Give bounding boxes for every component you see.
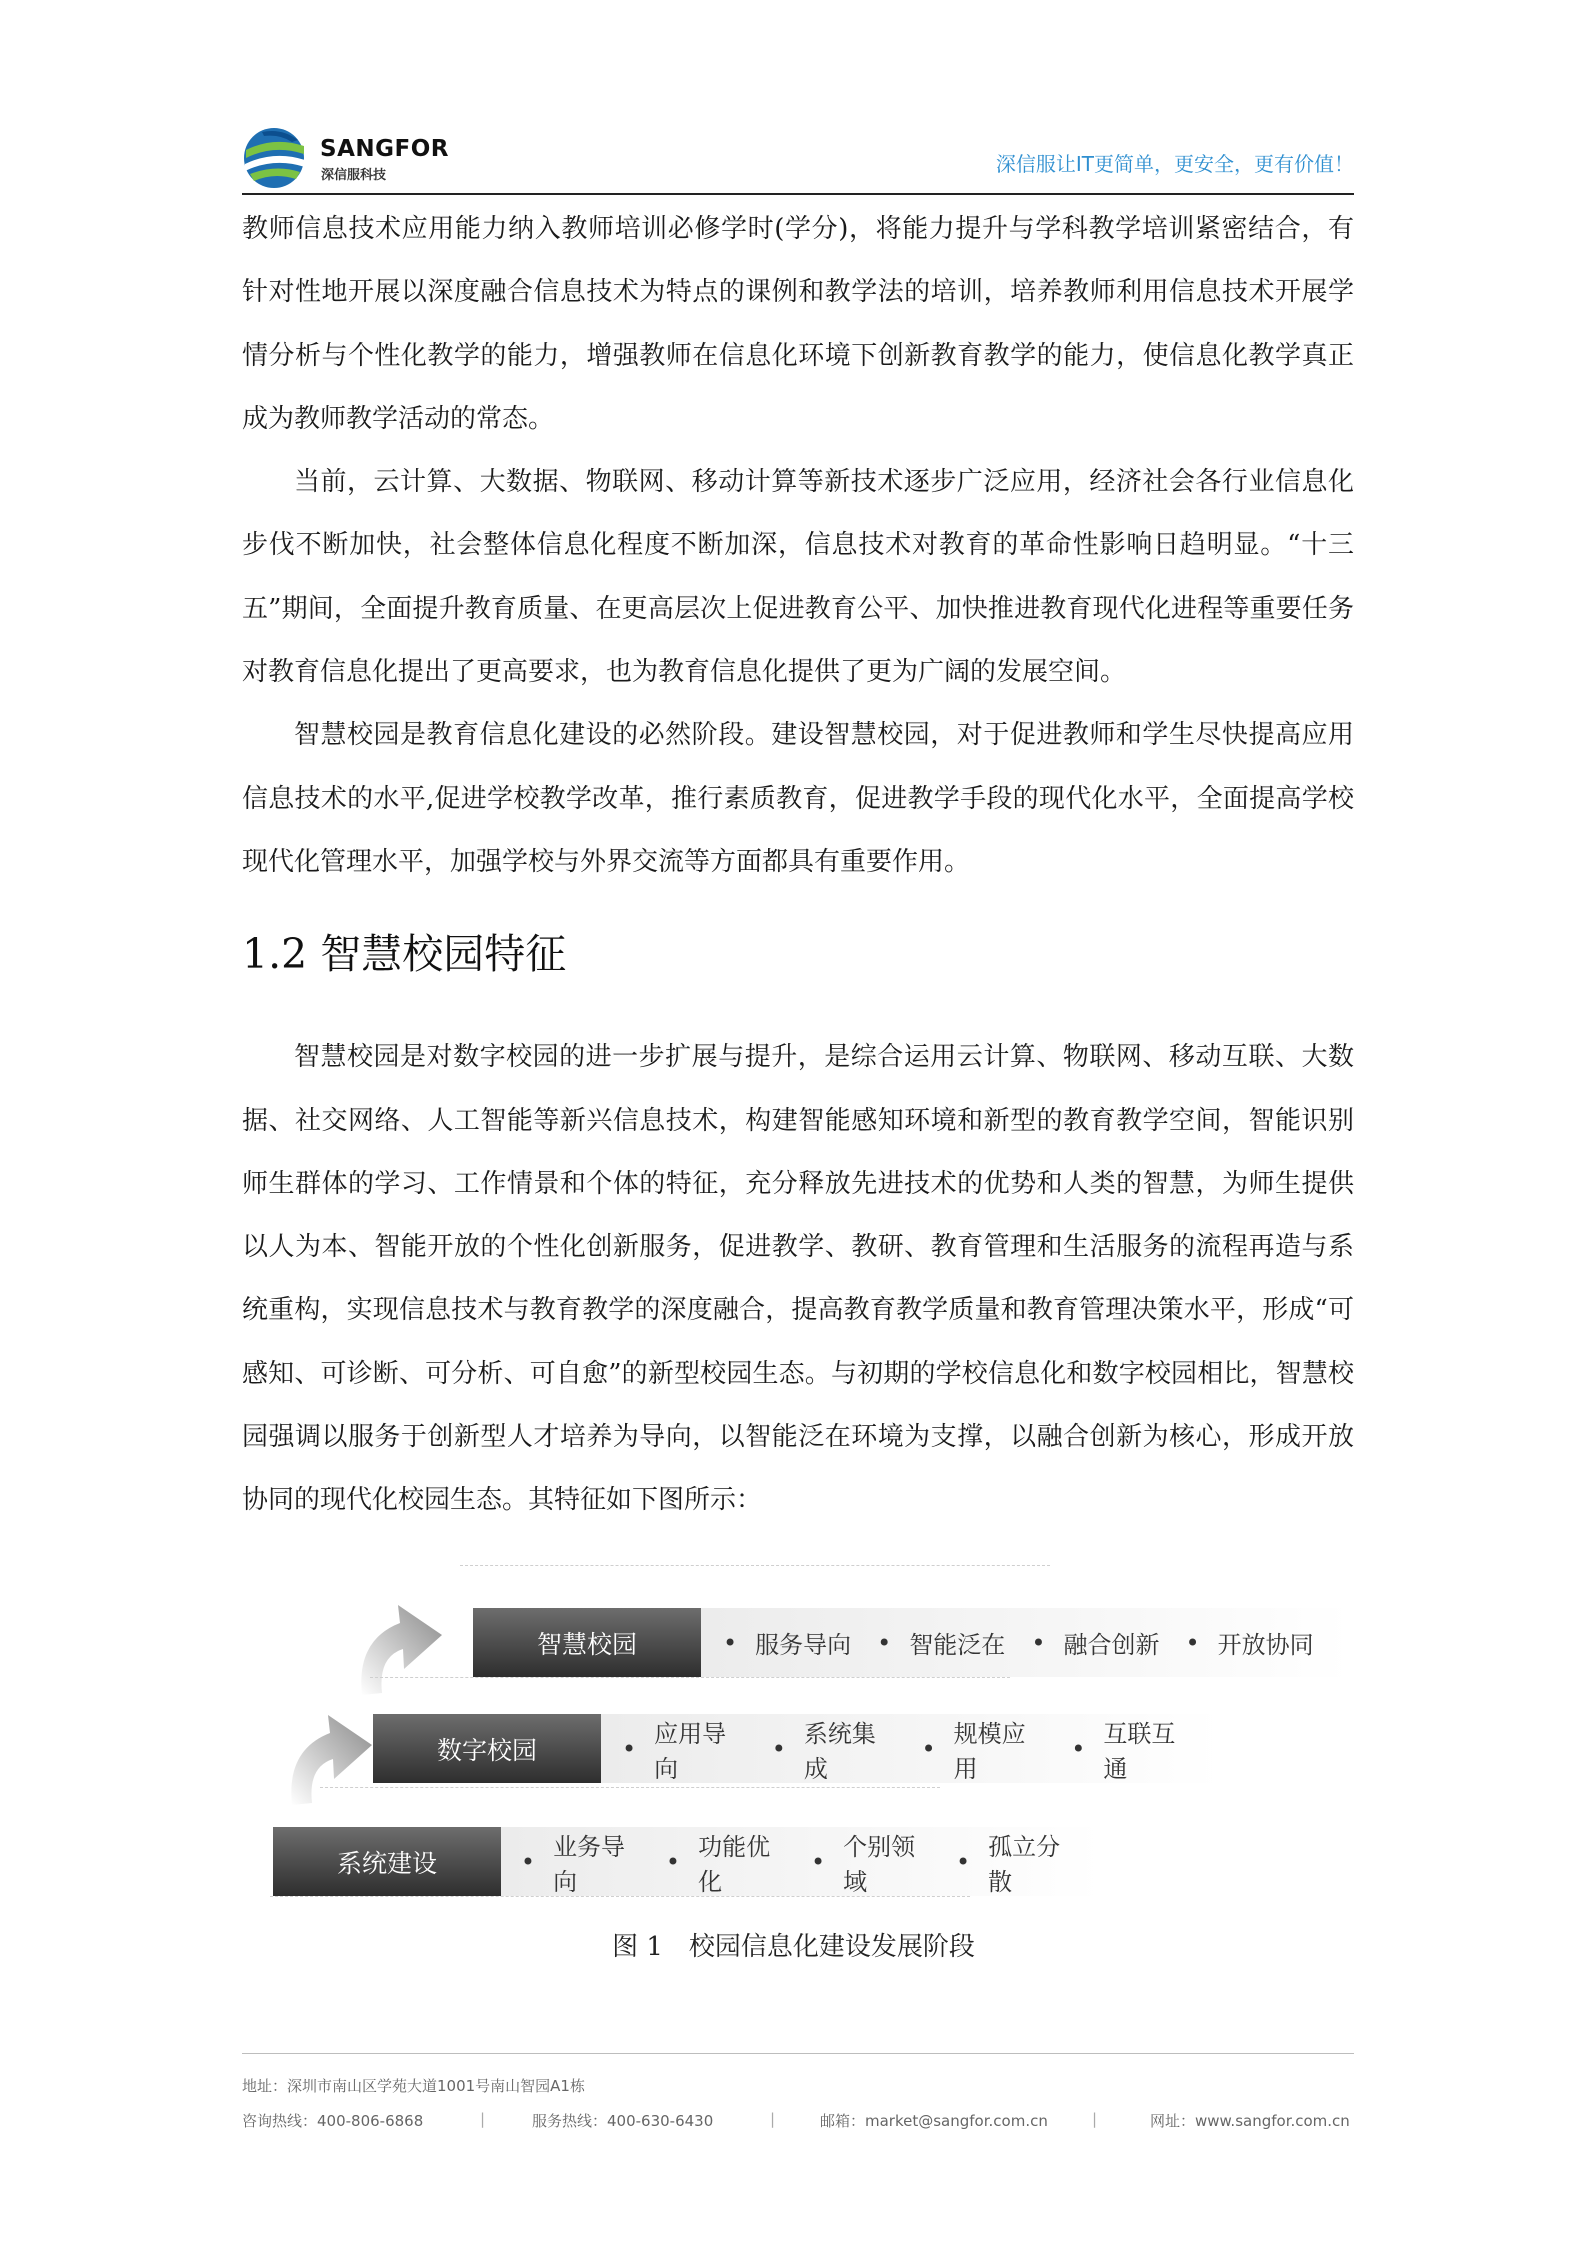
footer-divider — [242, 2053, 1354, 2054]
feature-item: 智能泛在 — [909, 1631, 1006, 1659]
feature-item: 服务导向 — [755, 1631, 852, 1659]
bullet-icon: • — [921, 1734, 936, 1763]
footer-email[interactable]: 邮箱：market@sangfor.com.cn — [820, 2112, 1048, 2130]
feature-item: 系统集成 — [803, 1719, 876, 1783]
figure-caption-text: 校园信息化建设发展阶段 — [688, 1932, 975, 1962]
document-body — [242, 198, 1354, 1533]
stage-box-digital-campus — [373, 1714, 601, 1783]
bullet-icon: • — [955, 1847, 971, 1876]
feature-item: 个别领域 — [843, 1832, 916, 1896]
bullet-icon: • — [621, 1734, 637, 1763]
brand-name-cn: 深信服科技 — [321, 168, 387, 183]
stage-features-system — [501, 1827, 1101, 1896]
bullet-icon: • — [665, 1847, 681, 1876]
bullet-icon: • — [1185, 1628, 1200, 1657]
footer-website[interactable]: 网址：www.sangfor.com.cn — [1150, 2112, 1350, 2130]
page-footer — [242, 2075, 1354, 2130]
paragraph-2: 当前，云计算、大数据、物联网、移动计算等新技术逐步广泛应用，经济社会各行业信息化步伐不断加快，社会整体信息化程度不断加深，信息技术对教育的革命性影响日趋明显。“十三五”期间，全面提升教育质量、在更高层次上促进教育公平、加快推进教育现代化进程等重要任务对教育信息化提出了更高要求，也为教育信息化提供了更为广阔的发展空间。 — [242, 467, 1354, 688]
dashed-divider — [270, 1896, 970, 1897]
footer-address: 地址：深圳市南山区学苑大道1001号南山智园A1栋 — [242, 2077, 585, 2095]
stage-features-smart — [701, 1608, 1351, 1677]
bullet-icon: • — [810, 1847, 826, 1876]
stage-box-smart-campus — [473, 1608, 701, 1677]
footer-consult-hotline: 咨询热线：400-806-6868 — [242, 2112, 424, 2130]
paragraph-4: 智慧校园是对数字校园的进一步扩展与提升，是综合运用云计算、物联网、移动互联、大数据、社交网络、人工智能等新兴信息技术，构建智能感知环境和新型的教育教学空间，智能识别师生群体的学习、工作情景和个体的特征，充分释放先进技术的优势和人类的智慧，为师生提供以人为本、智能开放的个性化创新服务，促进教学、教研、教育管理和生活服务的流程再造与系统重构，实现信息技术与教育教学的深度融合，提高教育教学质量和教育管理决策水平，形成“可感知、可诊断、可分析、可自愈”的新型校园生态。与初期的学校信息化和数字校园相比，智慧校园强调以服务于创新型人才培养为导向，以智能泛在环境为支撑，以融合创新为核心，形成开放协同的现代化校园生态。其特征如下图所示： — [242, 1042, 1354, 1516]
section-heading: 1.2 智慧校园特征 — [242, 930, 567, 979]
feature-item: 业务导向 — [553, 1832, 626, 1896]
figure-caption — [0, 1926, 1587, 1963]
bullet-icon: • — [1071, 1734, 1086, 1763]
stage-box-system-build — [273, 1827, 501, 1896]
stage-label: 数字校园 — [436, 1735, 537, 1765]
feature-item: 开放协同 — [1217, 1631, 1314, 1659]
stage-label: 智慧校园 — [536, 1629, 637, 1659]
page-header — [242, 118, 1354, 194]
feature-item: 应用导向 — [654, 1719, 727, 1783]
feature-item: 互联互通 — [1103, 1719, 1176, 1783]
bullet-icon: • — [771, 1734, 786, 1763]
header-divider — [242, 193, 1354, 195]
brand-name-en: SANGFOR — [320, 136, 449, 162]
footer-separator: | — [770, 2110, 776, 2128]
dashed-divider — [460, 1565, 1050, 1566]
feature-item: 规模应用 — [953, 1719, 1026, 1783]
bullet-icon: • — [723, 1628, 738, 1657]
bullet-icon: • — [1031, 1628, 1046, 1657]
stage-label: 系统建设 — [336, 1848, 437, 1878]
header-slogan: 深信服让IT更简单，更安全，更有价值！ — [995, 152, 1354, 176]
stage-features-digital — [601, 1714, 1221, 1783]
paragraph-1: 教师信息技术应用能力纳入教师培训必修学时(学分)，将能力提升与学科教学培训紧密结合，有针对性地开展以深度融合信息技术为特点的课例和教学法的培训，培养教师利用信息技术开展学情分析与个性化教学的能力，增强教师在信息化环境下创新教育教学的能力，使信息化教学真正成为教师教学活动的常态。 — [242, 214, 1354, 434]
bullet-icon: • — [877, 1628, 892, 1657]
paragraph-3: 智慧校园是教育信息化建设的必然阶段。建设智慧校园，对于促进教师和学生尽快提高应用信息技术的水平,促进学校教学改革，推行素质教育，促进教学手段的现代化水平，全面提高学校现代化管理水平，加强学校与外界交流等方面都具有重要作用。 — [242, 720, 1354, 877]
bullet-icon: • — [520, 1847, 536, 1876]
figure-number: 图 1 — [612, 1932, 663, 1962]
footer-separator: | — [480, 2110, 486, 2128]
feature-item: 融合创新 — [1063, 1631, 1160, 1659]
footer-separator: | — [1092, 2110, 1098, 2128]
dashed-divider — [320, 1787, 940, 1788]
campus-stages-figure — [270, 1565, 1360, 1905]
dashed-divider — [370, 1677, 1010, 1678]
feature-item: 孤立分散 — [988, 1832, 1061, 1896]
feature-item: 功能优化 — [698, 1832, 771, 1896]
footer-service-hotline: 服务热线：400-630-6430 — [532, 2112, 714, 2130]
sangfor-logo-icon — [242, 126, 312, 190]
